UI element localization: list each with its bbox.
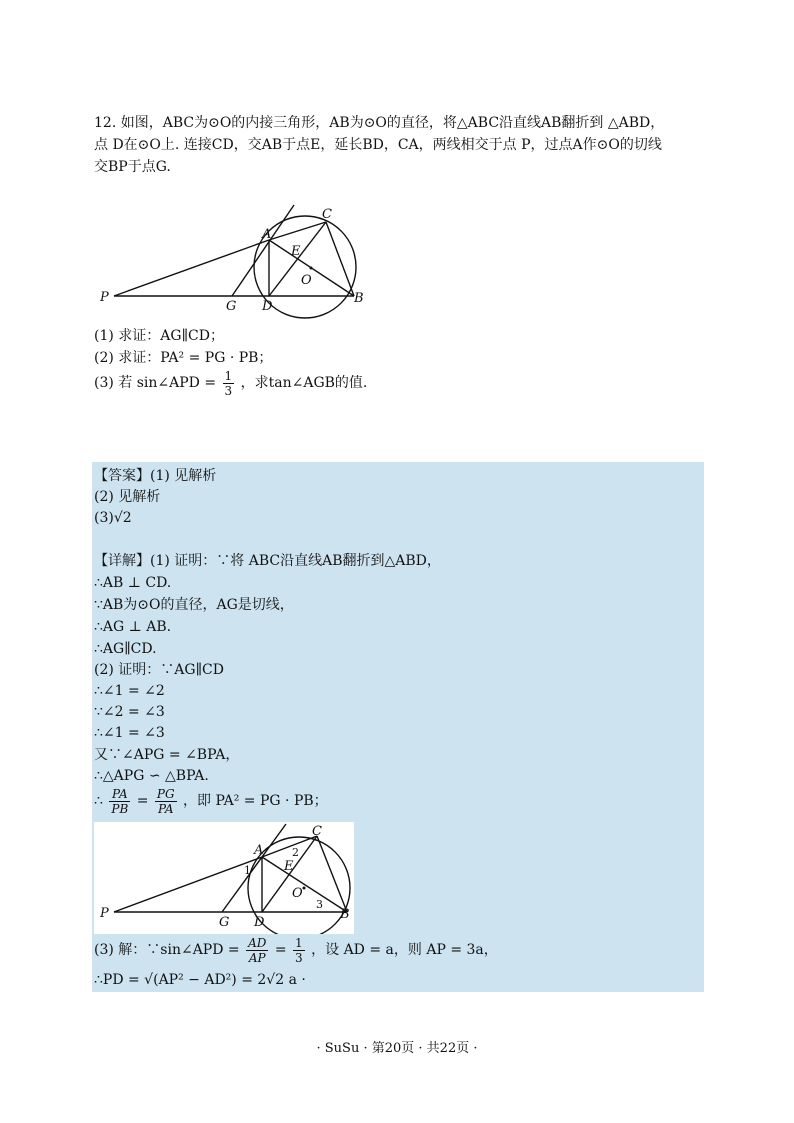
sub-question-1: (1) 求证：AG∥CD； [94, 328, 224, 344]
label-g: G [219, 915, 230, 930]
detail-line-2: ∴AB ⊥ CD. [94, 575, 172, 591]
frac-num: PG [156, 786, 175, 801]
frac-num: PA [109, 787, 130, 802]
frac-den: PA [157, 801, 174, 816]
label-a: A [254, 843, 264, 858]
answer-line-1: 【答案】(1) 见解析 [94, 468, 217, 484]
fraction-pa-pb [109, 787, 130, 816]
s1-suffix: ，设 AD = a，则 AP = 3a， [311, 942, 498, 958]
frac-num: 1 [224, 368, 233, 383]
label-e: E [291, 244, 301, 259]
label-o: O [292, 886, 303, 901]
answer-line-2: (2) 见解析 [94, 489, 161, 505]
label-b: B [340, 907, 350, 922]
detail-line-9: ∴∠1 = ∠3 [94, 725, 165, 741]
label-d: D [262, 299, 273, 314]
frac-den: PB [111, 801, 129, 816]
label-d: D [254, 915, 265, 930]
frac-den: 3 [295, 950, 303, 965]
geometry-figure-2 [94, 822, 354, 934]
detail-line-8: ∵∠2 = ∠3 [94, 704, 165, 720]
solution-line-2: ∴PD = √(AP² − AD²) = 2√2 a · [94, 972, 306, 988]
frac-num: 1 [295, 935, 303, 950]
label-g: G [226, 299, 237, 314]
detail-line-3: ∵AB为⊙O的直径，AG是切线， [94, 597, 294, 613]
question-line-1: 12. 如图，ABC为⊙O的内接三角形，AB为⊙O的直径，将△ABC沿直线AB翻折到 △ABD， [94, 115, 665, 131]
label-a: A [262, 227, 272, 242]
detail-line-10: 又∵∠APG = ∠BPA， [94, 747, 240, 763]
angle-label-3: 3 [316, 898, 323, 911]
d12-equals: = [136, 793, 149, 809]
angle-label-2: 2 [292, 846, 299, 859]
sub3-prefix: (3) 若 sin∠APD = [94, 375, 217, 391]
question-line-2: 点 D在⊙O上. 连接CD，交AB于点E，延长BD，CA，两线相交于点 P，过点A作⊙O的切线 [94, 137, 662, 153]
frac-den: 3 [224, 383, 233, 398]
d12-suffix: ，即 PA² = PG · PB； [183, 793, 328, 809]
label-c: C [312, 824, 322, 839]
fraction-pg-pa [155, 787, 177, 816]
line-pa [114, 240, 269, 296]
label-p: P [100, 906, 109, 921]
detail-line-6: (2) 证明：∵AG∥CD [94, 662, 224, 678]
fraction-one-third-2 [293, 936, 305, 965]
label-o: O [301, 273, 312, 288]
line-cb [326, 222, 354, 296]
sub3-suffix: ，求tan∠AGB的值. [240, 375, 368, 391]
label-p: P [100, 290, 109, 305]
fraction-ad-ap [246, 936, 268, 965]
solution-line-1 [94, 935, 498, 965]
fraction-one-third [223, 369, 235, 398]
line-cd [269, 222, 326, 296]
label-e: E [284, 859, 294, 874]
angle-label-1: 1 [244, 864, 251, 877]
d12-prefix: ∴ [94, 793, 103, 809]
geometry-figure-1 [94, 200, 384, 320]
detail-line-4: ∴AG ⊥ AB. [94, 619, 172, 635]
sub-question-3 [94, 368, 367, 398]
detail-line-12 [94, 786, 328, 816]
answer-line-3: (3)√2 [94, 510, 132, 526]
s1-prefix: (3) 解：∵sin∠APD = [94, 942, 240, 958]
label-c: C [322, 207, 332, 222]
frac-num: AD [248, 935, 267, 950]
detail-line-5: ∴AG∥CD. [94, 641, 157, 657]
question-line-3: 交BP于点G. [94, 159, 171, 175]
sub-question-2: (2) 求证：PA² = PG · PB； [94, 350, 273, 366]
frac-den: AP [248, 950, 266, 965]
page-footer: · SuSu · 第20页 · 共22页 · [316, 1041, 478, 1056]
detail-line-11: ∴△APG ∽ △BPA. [94, 768, 209, 784]
s1-equals: = [274, 942, 287, 958]
detail-line-1: 【详解】(1) 证明：∵将 ABC沿直线AB翻折到△ABD， [94, 553, 441, 569]
detail-line-7: ∴∠1 = ∠2 [94, 683, 165, 699]
label-b: B [354, 291, 364, 306]
